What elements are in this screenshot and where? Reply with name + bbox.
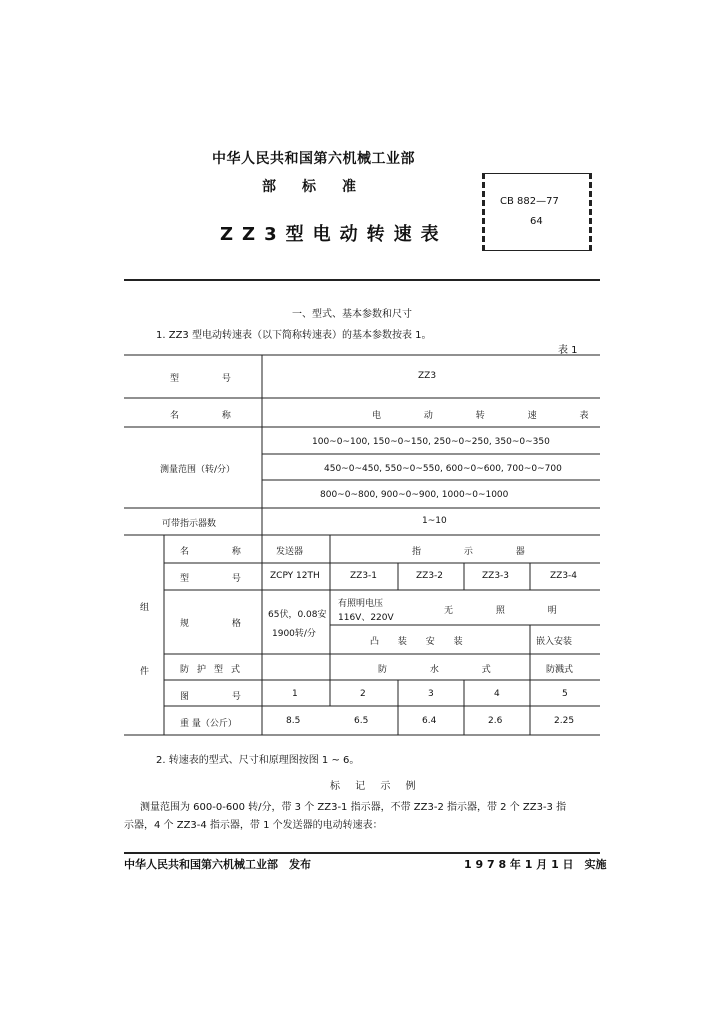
spec-sender: 65伏，0.08安 — [268, 610, 327, 620]
range-label: 测量范围（转/分） — [160, 465, 236, 475]
model-label: 型 号 — [170, 374, 251, 384]
group-label-bottom: 件 — [140, 667, 150, 677]
standard-type: 部标准 — [262, 179, 382, 195]
standard-code-sub: 64 — [530, 216, 543, 227]
indicators-value: 1~10 — [422, 516, 447, 526]
example-line-1: 测量范围为 600-0-600 转/分，带 3 个 ZZ3-1 指示器，不带 ZZ3-2 指示器，带 2 个 ZZ3-3 指 — [140, 802, 567, 813]
protection-waterproof: 防 水 式 — [378, 665, 511, 675]
component-model-label: 型 号 — [180, 574, 261, 584]
spec-sender-speed: 1900转/分 — [272, 629, 316, 639]
paragraph-2: 2. 转速表的型式、尺寸和原理图按图 1 ~ 6。 — [156, 755, 360, 766]
model-zz3-4: ZZ3-4 — [550, 571, 578, 581]
figure-label: 图 号 — [180, 692, 261, 702]
range-line-1: 100~0~100, 150~0~150, 250~0~250, 350~0~350 — [312, 437, 550, 447]
section-heading: 一、型式、基本参数和尺寸 — [292, 309, 412, 320]
spec-illuminated: 有照明电压 — [338, 599, 384, 609]
indicator-name: 指 示 器 — [412, 547, 545, 557]
footer-issuer: 中华人民共和国第六机械工业部 发布 — [124, 858, 311, 871]
weight-1: 8.5 — [286, 716, 301, 726]
spec-no-illumination: 无 照 明 — [444, 606, 577, 616]
standard-code: CB 882—77 — [500, 196, 559, 207]
figure-3: 3 — [428, 689, 434, 699]
table-label: 表 1 — [558, 345, 578, 356]
model-value: ZZ3 — [418, 371, 437, 381]
document-title: ZZ3型电动转速表 — [220, 224, 448, 245]
weight-5: 2.25 — [554, 716, 575, 726]
figure-1: 1 — [292, 689, 298, 699]
figure-2: 2 — [360, 689, 366, 699]
weight-label: 重 量（公斤） — [180, 719, 237, 729]
spec-illuminated-voltage: 116V、220V — [338, 613, 394, 623]
group-label-top: 组 — [140, 603, 150, 613]
issuing-organization: 中华人民共和国第六机械工业部 — [212, 151, 415, 167]
weight-3: 6.4 — [422, 716, 437, 726]
range-line-2: 450~0~450, 550~0~550, 600~0~600, 700~0~700 — [324, 464, 562, 474]
weight-4: 2.6 — [488, 716, 503, 726]
component-name-label: 名 称 — [180, 547, 261, 557]
figure-4: 4 — [494, 689, 500, 699]
paragraph-1: 1. ZZ3 型电动转速表（以下简称转速表）的基本参数按表 1。 — [156, 330, 432, 341]
figure-5: 5 — [562, 689, 568, 699]
example-heading: 标 记 示 例 — [330, 781, 422, 792]
sender-name: 发送器 — [276, 547, 304, 557]
model-zz3-2: ZZ3-2 — [416, 571, 444, 581]
spec-label: 规 格 — [180, 619, 261, 629]
model-sender: ZCPY 12TH — [270, 571, 320, 581]
range-line-3: 800~0~800, 900~0~900, 1000~0~1000 — [320, 490, 509, 500]
footer-rule — [124, 852, 600, 854]
model-zz3-3: ZZ3-3 — [482, 571, 510, 581]
weight-2: 6.5 — [354, 716, 369, 726]
footer-date: 1 9 7 8 年 1 月 1 日 实施 — [464, 858, 607, 871]
name-label: 名 称 — [170, 411, 251, 421]
name-value: 电 动 转 速 表 — [372, 411, 609, 421]
protection-splashproof: 防溅式 — [546, 665, 574, 675]
indicators-label: 可带指示器数 — [162, 519, 217, 529]
example-line-2: 示器，4 个 ZZ3-4 指示器，带 1 个发送器的电动转速表： — [124, 820, 383, 831]
mount-embedded: 嵌入安装 — [536, 637, 573, 647]
protection-label: 防护型式 — [180, 665, 249, 675]
model-zz3-1: ZZ3-1 — [350, 571, 378, 581]
mount-surface: 凸 装 安 装 — [370, 637, 471, 647]
